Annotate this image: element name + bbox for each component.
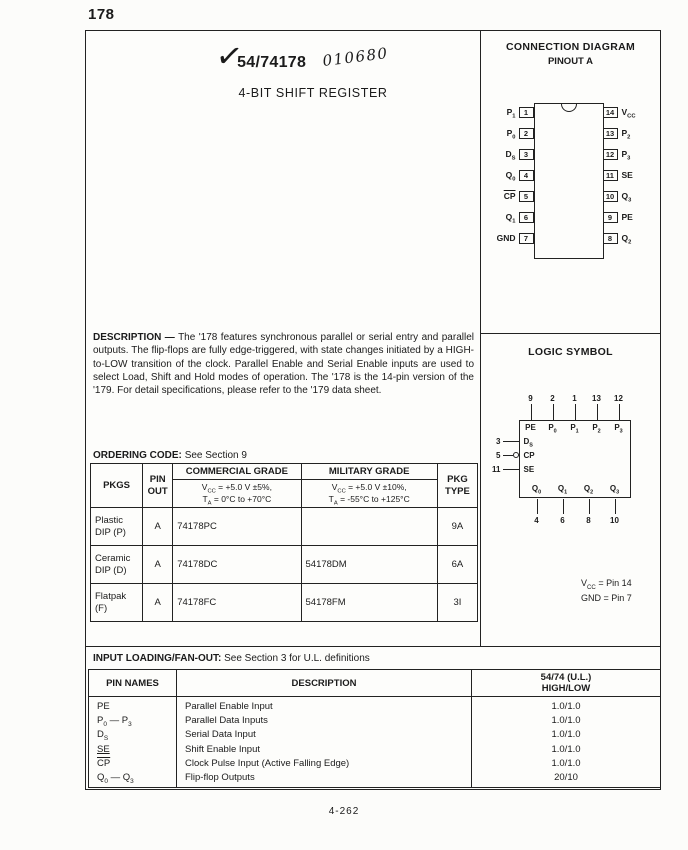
pin-number-right: 13 [603,128,618,139]
pin-label-right: $Q_2$ [621,233,632,246]
pin-names-cell: PE $P_0$ — $P_3$ $D_S$ SE $\overline{CP}$ $Q_0$ — $Q_3$ [89,697,177,788]
table-row: Ceramic DIP (D) A 74178DC 54178DM 6A [91,546,478,584]
input-loading-body-row [89,697,661,788]
pin-number-left: 1 [519,107,534,118]
ordering-code-table [90,463,478,622]
pin-label-right: $P_3$ [621,149,631,162]
table-row: Flatpak (F) A 74178FC 54178FM 3I [91,584,478,622]
device-title: 4-BIT SHIFT REGISTER [238,86,388,100]
pin-label-left: $P_0$ [506,128,516,141]
pin-line [537,499,538,514]
dip-pin-row [489,107,653,118]
pin-label-right: $P_2$ [621,128,631,141]
pin-line [615,499,616,514]
power-pin-notes [581,576,660,607]
table-row: Plastic DIP (P) A 74178PC 9A [91,508,478,546]
page-footer: 4-262 [328,806,360,817]
pin-line [503,441,519,442]
unit-loads-cell: 1.0/1.0 1.0/1.0 1.0/1.0 1.0/1.0 1.0/1.0 20/10 [472,697,661,788]
handwritten-checkmark: ✓ [213,35,246,77]
pin-label-left: $D_S$ [505,149,516,162]
col-header-commercial: COMMERCIAL GRADE [173,464,301,480]
description-text: The '178 features synchronous parallel or serial entry and parallel outputs. The flip-flops are fully edge-triggered, with state changes initiated by a HIGH-to-LOW transition of the clock. Parallel Enable and Serial Enable inputs are used to select Load, Shift and Hold modes of operation. The '178 is the 14-pin version of the '179. For detail specifications, please refer to the '179 data sheet. [93,332,474,397]
datasheet-frame [85,30,661,790]
pin-number-right: 12 [603,149,618,160]
inversion-bubble [513,452,519,458]
connection-diagram-section [481,31,660,334]
dip-pin-row [489,233,653,244]
page-number: 178 [88,6,115,23]
pin-number-right: 11 [603,170,618,181]
pin-number-left: 2 [519,128,534,139]
pin-line [531,404,532,420]
col-header-pkg-type: PKG TYPE [437,464,477,508]
pin-line [563,499,564,514]
col-header-pin-names: PIN NAMES [89,670,177,697]
military-conditions: $V_{CC} = +5.0$ V ±10%, $T_A = -55^\circ C$ to +125°C [301,480,437,508]
col-header-description: DESCRIPTION [177,670,472,697]
dip-pin-row [489,149,653,160]
gnd-note: GND = Pin 7 [581,593,632,604]
pin-label-right: SE [621,170,633,180]
pin-label-right: $Q_3$ [621,191,632,204]
pinout-label: PINOUT A [547,56,594,67]
pin-label-left: GND [496,233,516,243]
logic-symbol-section [481,334,660,646]
pin-number-left: 7 [519,233,534,244]
left-content [86,31,480,646]
handwritten-note: 010680 [321,44,390,71]
logic-symbol-drawing: 9 PE 2 $P_0$ 1 $P_1$ 13 $P_2$ 12 $P_3$ 3 $D_S$ 5 CP 11 SE $Q_0$ 4 $Q_1$ 6 $Q_2$ 8 $Q_3$ 10 [489,394,653,530]
pin-line [503,455,513,456]
pin-number-left: 5 [519,191,534,202]
col-header-military: MILITARY GRADE [301,464,437,480]
pin-line [503,469,519,470]
dip-package-drawing [489,101,653,267]
dip-pin-row [489,170,653,181]
description-paragraph [93,331,474,397]
pin-label-left: $P_1$ [506,107,516,120]
commercial-conditions: $V_{CC} = +5.0$ V ±5%, $T_A = 0^\circ C$ to +70°C [173,480,301,508]
vcc-note: $V_{CC}$ = Pin 14 [581,578,632,591]
pin-number-right: 8 [603,233,618,244]
pin-label-right: $V_{CC}$ [621,107,636,120]
pin-label-left: $Q_0$ [505,170,516,183]
input-loading-header-row [89,670,661,697]
title-block [86,35,480,100]
input-loading-table [88,669,661,788]
pin-label-left: $\overline{CP}$ [503,191,516,201]
pin-number-left: 3 [519,149,534,160]
col-header-ul: 54/74 (U.L.) HIGH/LOW [472,670,661,697]
pin-number-left: 4 [519,170,534,181]
dip-pin-row [489,191,653,202]
right-column [480,31,660,646]
part-number: 54/74178 [237,54,307,71]
col-header-pkgs: PKGS [91,464,143,508]
connection-diagram-title: CONNECTION DIAGRAM [505,41,636,53]
logic-symbol-title: LOGIC SYMBOL [528,346,613,358]
input-loading-section [86,647,660,789]
pin-label-left: $Q_1$ [505,212,516,225]
pin-number-right: 14 [603,107,618,118]
ordering-header-row [91,464,478,480]
descriptions-cell: Parallel Enable Input Parallel Data Inputs Serial Data Input Shift Enable Input Clock Pulse Input (Active Falling Edge) Flip-flop Outputs [177,697,472,788]
pin-number-left: 6 [519,212,534,223]
dip-pin-row [489,212,653,223]
pin-line [597,404,598,420]
input-loading-heading: INPUT LOADING/FAN-OUT: See Section 3 for U.L. definitions [93,653,370,664]
pin-line [553,404,554,420]
pin-number-right: 9 [603,212,618,223]
description-label: DESCRIPTION — [93,332,175,343]
top-section [86,31,660,647]
pin-line [575,404,576,420]
col-header-pin-out: PIN OUT [143,464,173,508]
dip-pin-row [489,128,653,139]
pin-line [589,499,590,514]
ordering-code-heading: ORDERING CODE: See Section 9 [93,450,247,461]
pin-label-right: PE [621,212,633,222]
pin-line [619,404,620,420]
pin-number-right: 10 [603,191,618,202]
